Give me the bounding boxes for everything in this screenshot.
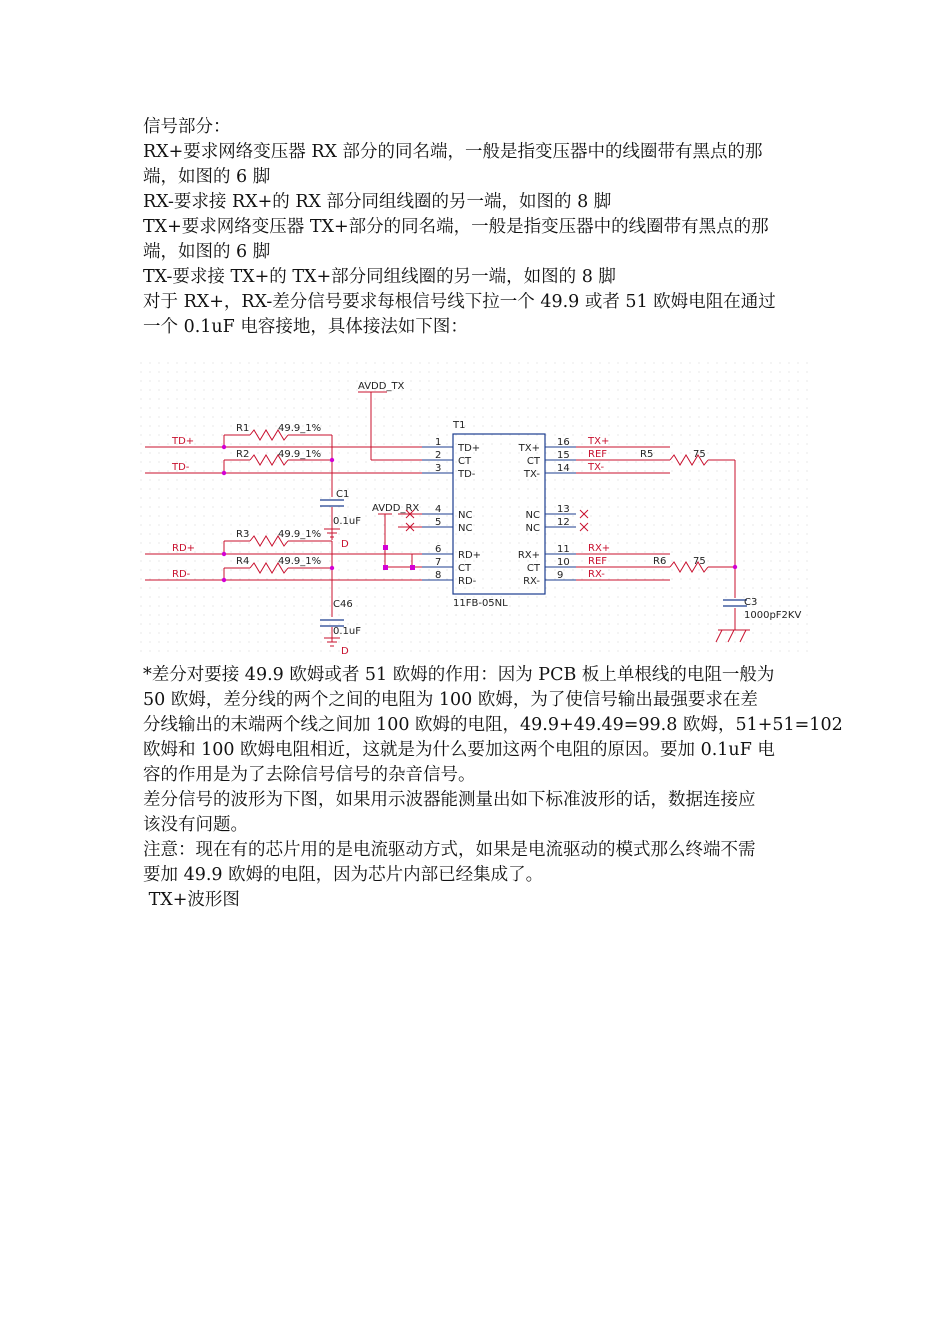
c3-value: 1000pF2KV <box>744 610 802 621</box>
r1-label: R1 <box>236 423 250 434</box>
text-line: 该没有问题。 <box>143 815 248 835</box>
pin-name: CT <box>458 563 472 574</box>
pin-number: 6 <box>435 544 442 555</box>
net-td-minus: TD- <box>172 462 190 473</box>
text-line: 注意：现在有的芯片用的是电流驱动方式，如果是电流驱动的模式那么终端不需 <box>143 840 756 860</box>
text-line: 端，如图的 6 脚 <box>143 242 271 262</box>
pin-number: 3 <box>435 463 442 474</box>
text-line: TX-要求接 TX+的 TX+部分同组线圈的另一端，如图的 8 脚 <box>143 267 616 287</box>
pin-name: CT <box>526 563 540 574</box>
intro-paragraph <box>143 115 811 340</box>
text-line: 对于 RX+，RX-差分信号要求每根信号线下拉一个 49.9 或者 51 欧姆电阻在通过 <box>143 292 776 312</box>
pin-number: 14 <box>557 463 570 474</box>
pin-name: RD+ <box>458 550 482 561</box>
r6-label: R6 <box>653 556 667 567</box>
text-line: 50 欧姆，差分线的两个之间的电阻为 100 欧姆，为了使信号输出最强要求在差 <box>143 690 758 710</box>
part-label: 11FB-05NL <box>453 598 508 609</box>
net-tx-plus: TX+ <box>588 436 610 447</box>
text-line: RX-要求接 RX+的 RX 部分同组线圈的另一端，如图的 8 脚 <box>143 192 612 212</box>
text-line: 欧姆和 100 欧姆电阻相近，这就是为什么要加这两个电阻的原因。要加 0.1uF 电 <box>143 740 775 760</box>
pin-number: 9 <box>557 570 564 581</box>
pin-number: 10 <box>557 557 570 568</box>
text-line: 信号部分： <box>143 117 231 137</box>
text-line: 端，如图的 6 脚 <box>143 167 271 187</box>
pin-number: 15 <box>557 450 570 461</box>
pin-number: 5 <box>435 517 442 528</box>
net-rd-plus: RD+ <box>172 543 196 554</box>
pin-number: 12 <box>557 517 570 528</box>
explanation-paragraph <box>143 663 843 913</box>
r3-label: R3 <box>236 529 250 540</box>
text-line: 一个 0.1uF 电容接地，具体接法如下图： <box>143 317 468 337</box>
net-td-plus: TD+ <box>172 436 195 447</box>
pin-name: NC <box>458 510 473 521</box>
avdd-tx-label: AVDD_TX <box>358 381 405 392</box>
r5-value: 75 <box>693 449 706 460</box>
pin-name: RD- <box>458 576 477 587</box>
c3-label: C3 <box>744 597 758 608</box>
pin-name: NC <box>525 523 540 534</box>
net-ref: REF <box>588 449 608 460</box>
pin-number: 8 <box>435 570 442 581</box>
gnd-label: D <box>341 539 349 550</box>
pin-number: 13 <box>557 504 570 515</box>
pin-name: TX+ <box>518 443 540 454</box>
transformer-schematic <box>140 362 810 654</box>
text-line: 差分信号的波形为下图，如果用示波器能测量出如下标准波形的话，数据连接应 <box>143 790 756 810</box>
r2-value: 49.9_1% <box>278 449 322 460</box>
r4-label: R4 <box>236 556 250 567</box>
pin-number: 16 <box>557 437 570 448</box>
grid-background <box>140 362 810 654</box>
text-line: 容的作用是为了去除信号信号的杂音信号。 <box>143 765 476 785</box>
pin-name: NC <box>525 510 540 521</box>
c1-label: C1 <box>336 489 350 500</box>
gnd-label: D <box>341 646 349 654</box>
pin-number: 11 <box>557 544 570 555</box>
c46-value: 0.1uF <box>333 626 361 637</box>
r1-value: 49.9_1% <box>278 423 322 434</box>
text-line: 分线输出的末端两个线之间加 100 欧姆的电阻，49.9+49.49=99.8 欧姆，51+51=102 <box>143 715 843 735</box>
avdd-rx-label: AVDD_RX <box>372 503 420 514</box>
pin-name: TD- <box>458 469 476 480</box>
pin-number: 7 <box>435 557 442 568</box>
net-ref: REF <box>588 556 608 567</box>
net-rd-minus: RD- <box>172 569 191 580</box>
pin-name: NC <box>458 523 473 534</box>
r6-value: 75 <box>693 556 706 567</box>
c46-label: C46 <box>333 599 353 610</box>
pin-number: 4 <box>435 504 442 515</box>
pin-name: TD+ <box>458 443 481 454</box>
pin-name: TX- <box>523 469 540 480</box>
waveform-caption: TX+波形图 <box>143 890 240 910</box>
net-rx-plus: RX+ <box>588 543 611 554</box>
t1-label: T1 <box>453 420 466 431</box>
text-line: 要加 49.9 欧姆的电阻，因为芯片内部已经集成了。 <box>143 865 544 885</box>
c1-value: 0.1uF <box>333 516 361 527</box>
r3-value: 49.9_1% <box>278 529 322 540</box>
pin-number: 2 <box>435 450 442 461</box>
pin-number: 1 <box>435 437 442 448</box>
r5-label: R5 <box>640 449 654 460</box>
net-rx-minus: RX- <box>588 569 605 580</box>
text-line: TX+要求网络变压器 TX+部分的同名端，一般是指变压器中的线圈带有黑点的那 <box>143 217 769 237</box>
pin-name: RX- <box>523 576 540 587</box>
pin-name: CT <box>526 456 540 467</box>
net-tx-minus: TX- <box>588 462 605 473</box>
pin-name: RX+ <box>517 550 540 561</box>
r4-value: 49.9_1% <box>278 556 322 567</box>
text-line: RX+要求网络变压器 RX 部分的同名端，一般是指变压器中的线圈带有黑点的那 <box>143 142 763 162</box>
text-line: *差分对要接 49.9 欧姆或者 51 欧姆的作用：因为 PCB 板上单根线的电阻一般为 <box>143 665 775 685</box>
pin-name: CT <box>458 456 472 467</box>
r2-label: R2 <box>236 449 250 460</box>
